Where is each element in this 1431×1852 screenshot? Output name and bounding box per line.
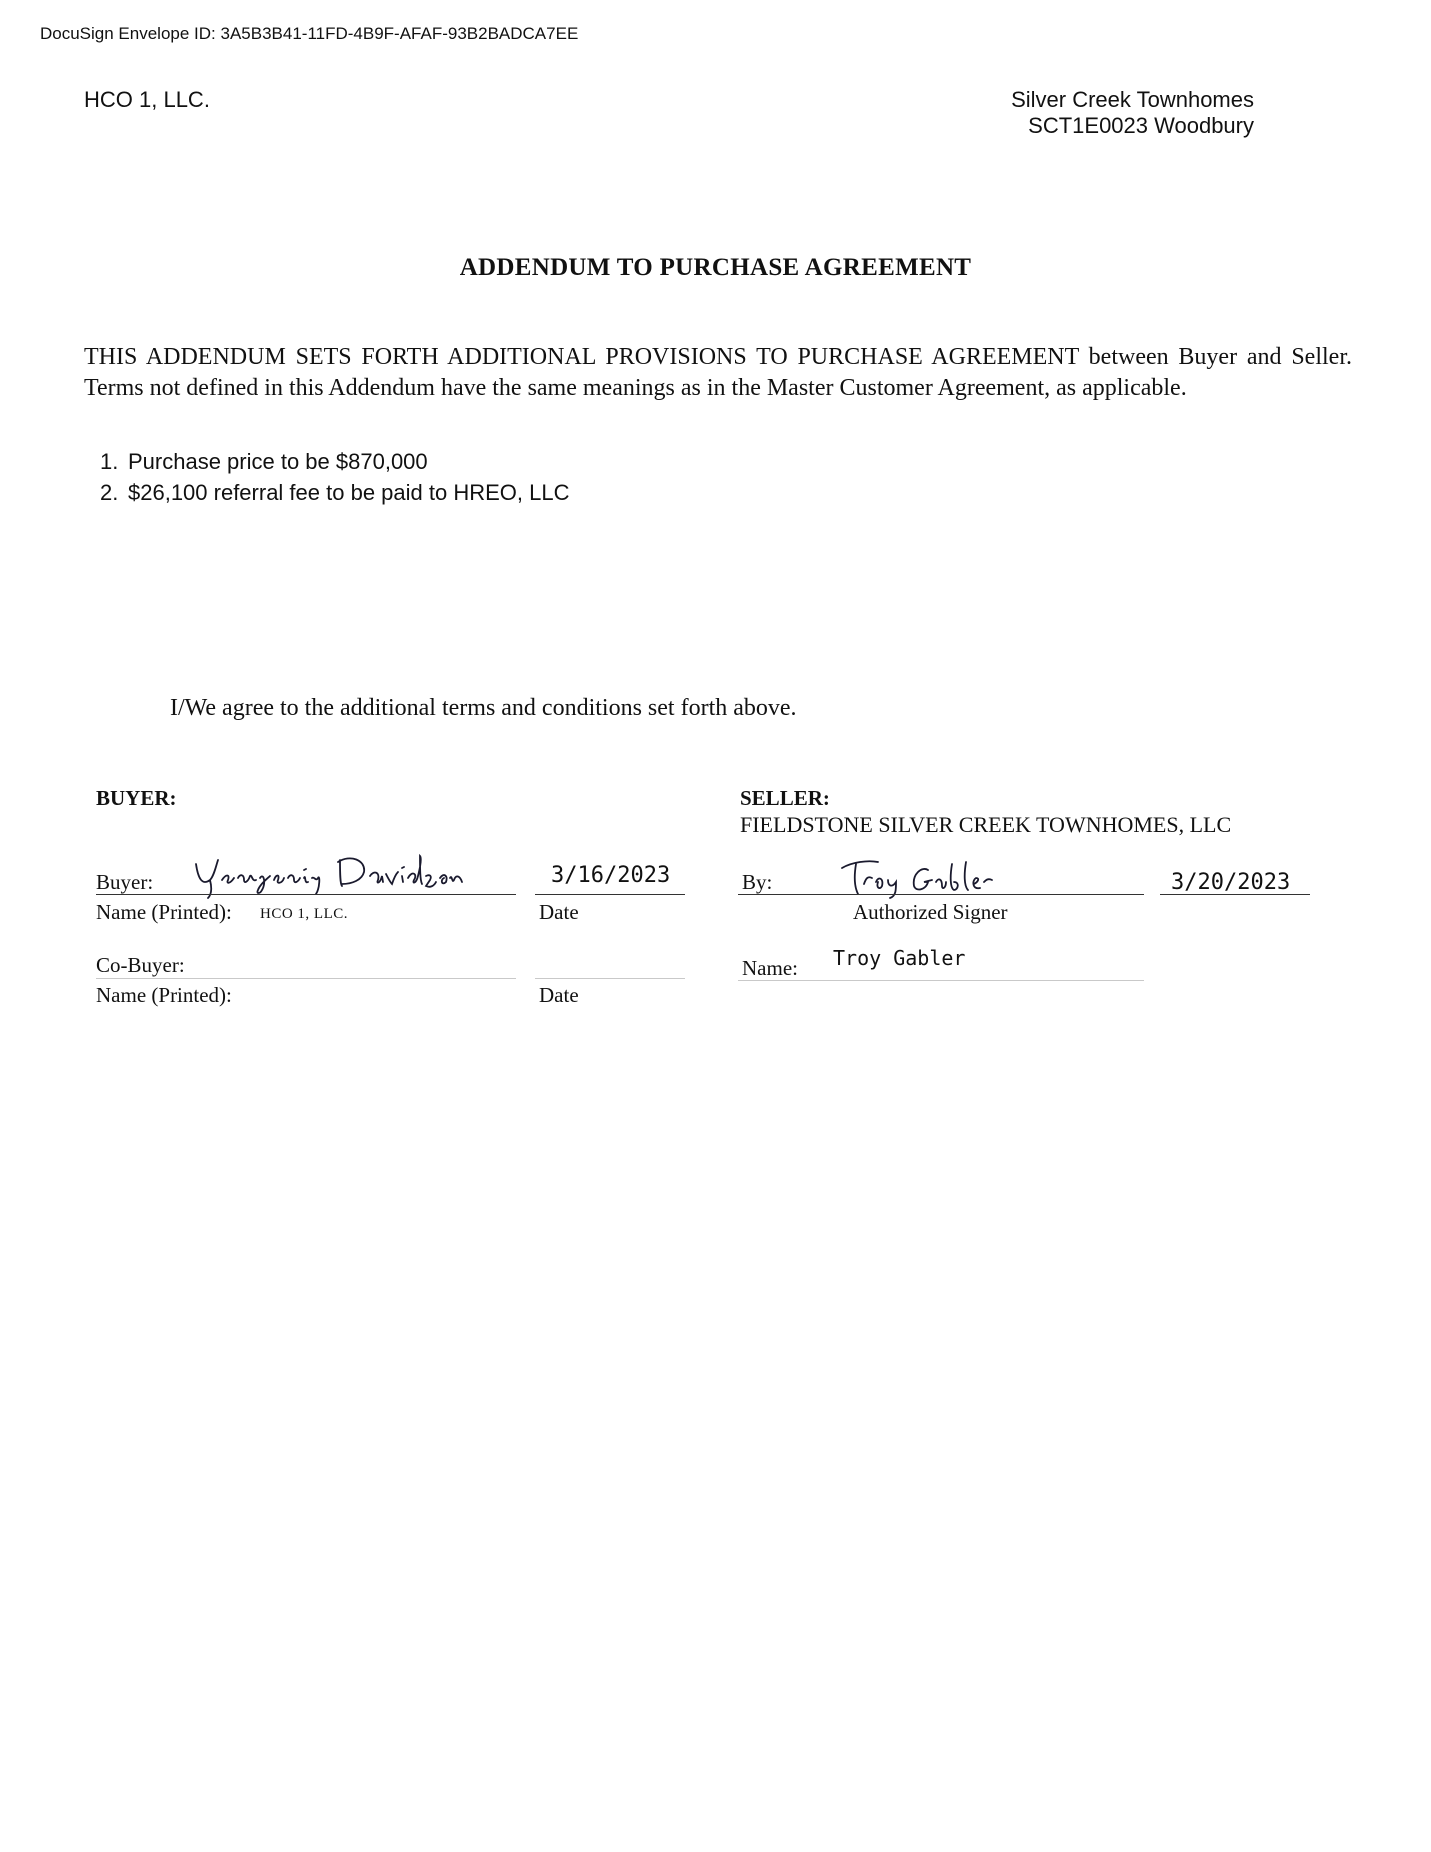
seller-entity: FIELDSTONE SILVER CREEK TOWNHOMES, LLC	[740, 812, 1232, 837]
seller-by-label: By:	[742, 870, 773, 894]
list-item	[100, 446, 569, 477]
seller-date: 3/20/2023	[1171, 870, 1291, 895]
buyer-signature-line	[96, 894, 516, 895]
co-buyer-signature-line	[96, 978, 516, 979]
buyer-date-label: Date	[539, 900, 579, 924]
envelope-id: DocuSign Envelope ID: 3A5B3B41-11FD-4B9F-AFAF-93B2BADCA7EE	[40, 24, 579, 43]
buyer-date: 3/16/2023	[551, 863, 671, 888]
buyer-header: BUYER:	[96, 786, 177, 810]
buyer-name-printed-value: HCO 1, LLC.	[260, 906, 348, 922]
term-text: $26,100 referral fee to be paid to HREO, LLC	[128, 480, 570, 505]
document-title: ADDENDUM TO PURCHASE AGREEMENT	[459, 254, 972, 281]
co-buyer-label: Co-Buyer:	[96, 953, 185, 977]
authorized-signer-label: Authorized Signer	[853, 900, 1008, 924]
header-project-lot: SCT1E0023 Woodbury	[1028, 113, 1254, 138]
terms-list	[100, 446, 569, 508]
term-number: 2.	[100, 480, 119, 505]
seller-name-value: Troy Gabler	[833, 946, 966, 970]
agreement-statement: I/We agree to the additional terms and conditions set forth above.	[170, 695, 797, 721]
term-text: Purchase price to be $870,000	[128, 449, 428, 474]
seller-name-line	[738, 980, 1144, 981]
seller-header: SELLER:	[740, 786, 830, 810]
buyer-date-line	[535, 894, 685, 895]
intro-paragraph: THIS ADDENDUM SETS FORTH ADDITIONAL PROVISIONS TO PURCHASE AGREEMENT between Buyer and Seller. Terms not defined in this Addendum have the same meanings as in the Master Customer Agreement, as applicable.	[84, 344, 1352, 401]
header-project-name: Silver Creek Townhomes	[1011, 87, 1254, 112]
buyer-label: Buyer:	[96, 870, 154, 894]
seller-date-line	[1160, 894, 1310, 895]
seller-name-label: Name:	[742, 956, 798, 980]
co-buyer-date-label: Date	[539, 983, 579, 1007]
buyer-signature	[190, 850, 470, 900]
list-item	[100, 477, 569, 508]
seller-signature-line	[738, 894, 1144, 895]
header-buyer-entity: HCO 1, LLC.	[84, 87, 210, 112]
co-buyer-name-printed-label: Name (Printed):	[96, 983, 232, 1007]
co-buyer-date-line	[535, 978, 685, 979]
buyer-name-printed-label: Name (Printed):	[96, 900, 232, 924]
term-number: 1.	[100, 449, 119, 474]
